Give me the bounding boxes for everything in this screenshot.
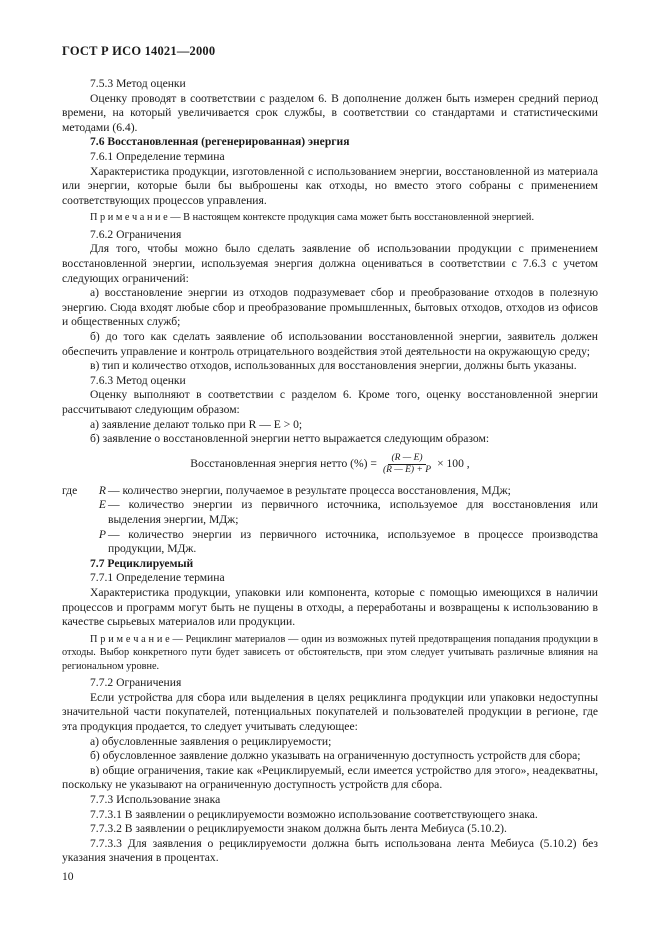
section-7-7-3-2: 7.7.3.2 В заявлении о рециклируемости знаком должна быть лента Мебиуса (5.10.2).: [90, 822, 507, 836]
formula-denominator: (R — E) + P: [382, 464, 432, 475]
section-7-6-1-text: Характеристика продукции, изготовленной с использованием энергии, восстановленной из материала или энергии, которые были бы выброшены как отходы, но вместо этого собраны с применением соответствующих процессов управления.: [62, 164, 598, 207]
formula-fraction: [380, 453, 434, 476]
definition-variable: R: [98, 483, 106, 497]
section-7-6-3-text: Оценку выполняют в соответствии с разделом 6. Кроме того, оценку восстановленной энергии рассчитывают следующим образом:: [62, 388, 598, 416]
section-7-7-1-title: 7.7.1 Определение термина: [90, 571, 225, 585]
list-item-b: б) обусловленное заявление должно указывать на ограниченную доступность устройств для сбора;: [90, 749, 581, 763]
section-7-6-1-title: 7.6.1 Определение термина: [90, 149, 225, 163]
section-7-7-heading: 7.7 Рециклируемый: [90, 556, 194, 570]
section-7-5-3-text: Оценку проводят в соответствии с разделом 6. В дополнение должен быть измерен средний период времени, на который увеличивается срок службы, в соответствии со стандартами и статистическими методами (6.4).: [62, 91, 598, 134]
section-7-6-2-title: 7.6.2 Ограничения: [90, 227, 182, 241]
definition-variable: P: [98, 527, 106, 541]
page-number: 10: [62, 870, 74, 883]
where-label: где: [62, 483, 78, 497]
list-item-a: а) заявление делают только при R — E > 0;: [90, 417, 303, 431]
section-7-6-heading: 7.6 Восстановленная (регенерированная) энергия: [90, 135, 350, 149]
section-7-6-3-title: 7.6.3 Метод оценки: [90, 373, 186, 387]
standard-header: ГОСТ Р ИСО 14021—2000: [62, 44, 216, 58]
definition-dash: —: [108, 498, 120, 512]
definition-dash: —: [108, 483, 120, 497]
definition-text: [108, 484, 598, 499]
variable-definition-list: [62, 484, 598, 557]
section-7-6-2-text: Для того, чтобы можно было сделать заявление об использовании продукции с применением восстановленной энергии, используемая энергия должна оцениваться в соответствии с 7.6.3 с учетом следующих ограничений:: [62, 242, 598, 285]
page-body: [62, 77, 598, 866]
list-item-a: а) обусловленные заявления о рециклируемости;: [90, 734, 332, 748]
formula-right: × 100 ,: [437, 456, 470, 470]
definition-body: количество энергии из первичного источника, используемое для восстановления или выделения энергии, МДж;: [108, 498, 598, 526]
list-item-b: б) до того как сделать заявление об использовании восстановленной энергии, заявитель должен обеспечить управление и контроль отрицательного воздействия этой деятельности на окружающую среду;: [62, 330, 598, 358]
note-7-7-1: [62, 633, 598, 674]
note-text: — Рециклинг материалов — один из возможных путей предотвращения попадания продукции в отходы. Выбор конкретного пути будет зависеть от обстоятельств, при этом следует учитывать различные влияния на региональном уровне.: [62, 633, 598, 672]
section-7-7-3-title: 7.7.3 Использование знака: [90, 792, 221, 806]
definition-text: [108, 528, 598, 557]
definition-text: [108, 498, 598, 527]
section-7-7-3-3: 7.7.3.3 Для заявления о рециклируемости должна быть использована лента Мебиуса (5.10.2) без указания значения в процентах.: [62, 836, 598, 865]
note-label: П р и м е ч а н и е: [90, 212, 168, 224]
section-7-7-2-title: 7.7.2 Ограничения: [90, 676, 182, 690]
note-label: П р и м е ч а н и е: [90, 633, 170, 645]
net-energy-formula: [62, 453, 598, 476]
list-item-c: в) общие ограничения, такие как «Рециклируемый, если имеется устройство для этого», неадекватны, поскольку не указывают на ограниченную доступность устройств для сбора.: [62, 763, 598, 792]
section-7-7-1-text: Характеристика продукции, упаковки или компонента, которые с помощью имеющихся в наличии процессов и программ могут быть не пущены в отходы, а переработаны и возвращены к использованию в качестве сырьевых материалов или продукции.: [62, 585, 598, 629]
section-7-7-3-1: 7.7.3.1 В заявлении о рециклируемости возможно использование соответствующего знака.: [90, 807, 538, 821]
list-item-a: а) восстановление энергии из отходов подразумевает сбор и преобразование отходов в полезную энергию. Сюда входят любые сбор и преобразование промышленных, бытовых отходов, отходов из офисов и общественных служб;: [62, 286, 598, 329]
formula-numerator: (R — E): [388, 453, 425, 465]
definition-body: количество энергии, получаемое в результате процесса восстановления, МДж;: [122, 483, 511, 497]
formula-left: Восстановленная энергия нетто (%) =: [190, 456, 377, 470]
definition-body: количество энергии из первичного источника, используемое в процессе производства продукции, МДж.: [108, 527, 599, 556]
note-7-6-1: [62, 211, 598, 225]
definition-variable: E: [98, 498, 106, 512]
list-item-b: б) заявление о восстановленной энергии нетто выражается следующим образом:: [90, 432, 490, 446]
section-7-5-3-title: 7.5.3 Метод оценки: [90, 77, 186, 90]
note-text: — В настоящем контексте продукция сама может быть восстановленной энергией.: [167, 212, 535, 224]
section-7-7-2-text: Если устройства для сбора или выделения в целях рециклинга продукции или упаковки недоступны значительной части покупателей, потенциальных покупателей и пользователей продукции в регионе, где эта продукция продается, то следует учитывать следующее:: [62, 690, 598, 733]
definition-dash: —: [108, 527, 120, 541]
list-item-c: в) тип и количество отходов, использованных для восстановления энергии, должны быть указаны.: [90, 359, 577, 373]
